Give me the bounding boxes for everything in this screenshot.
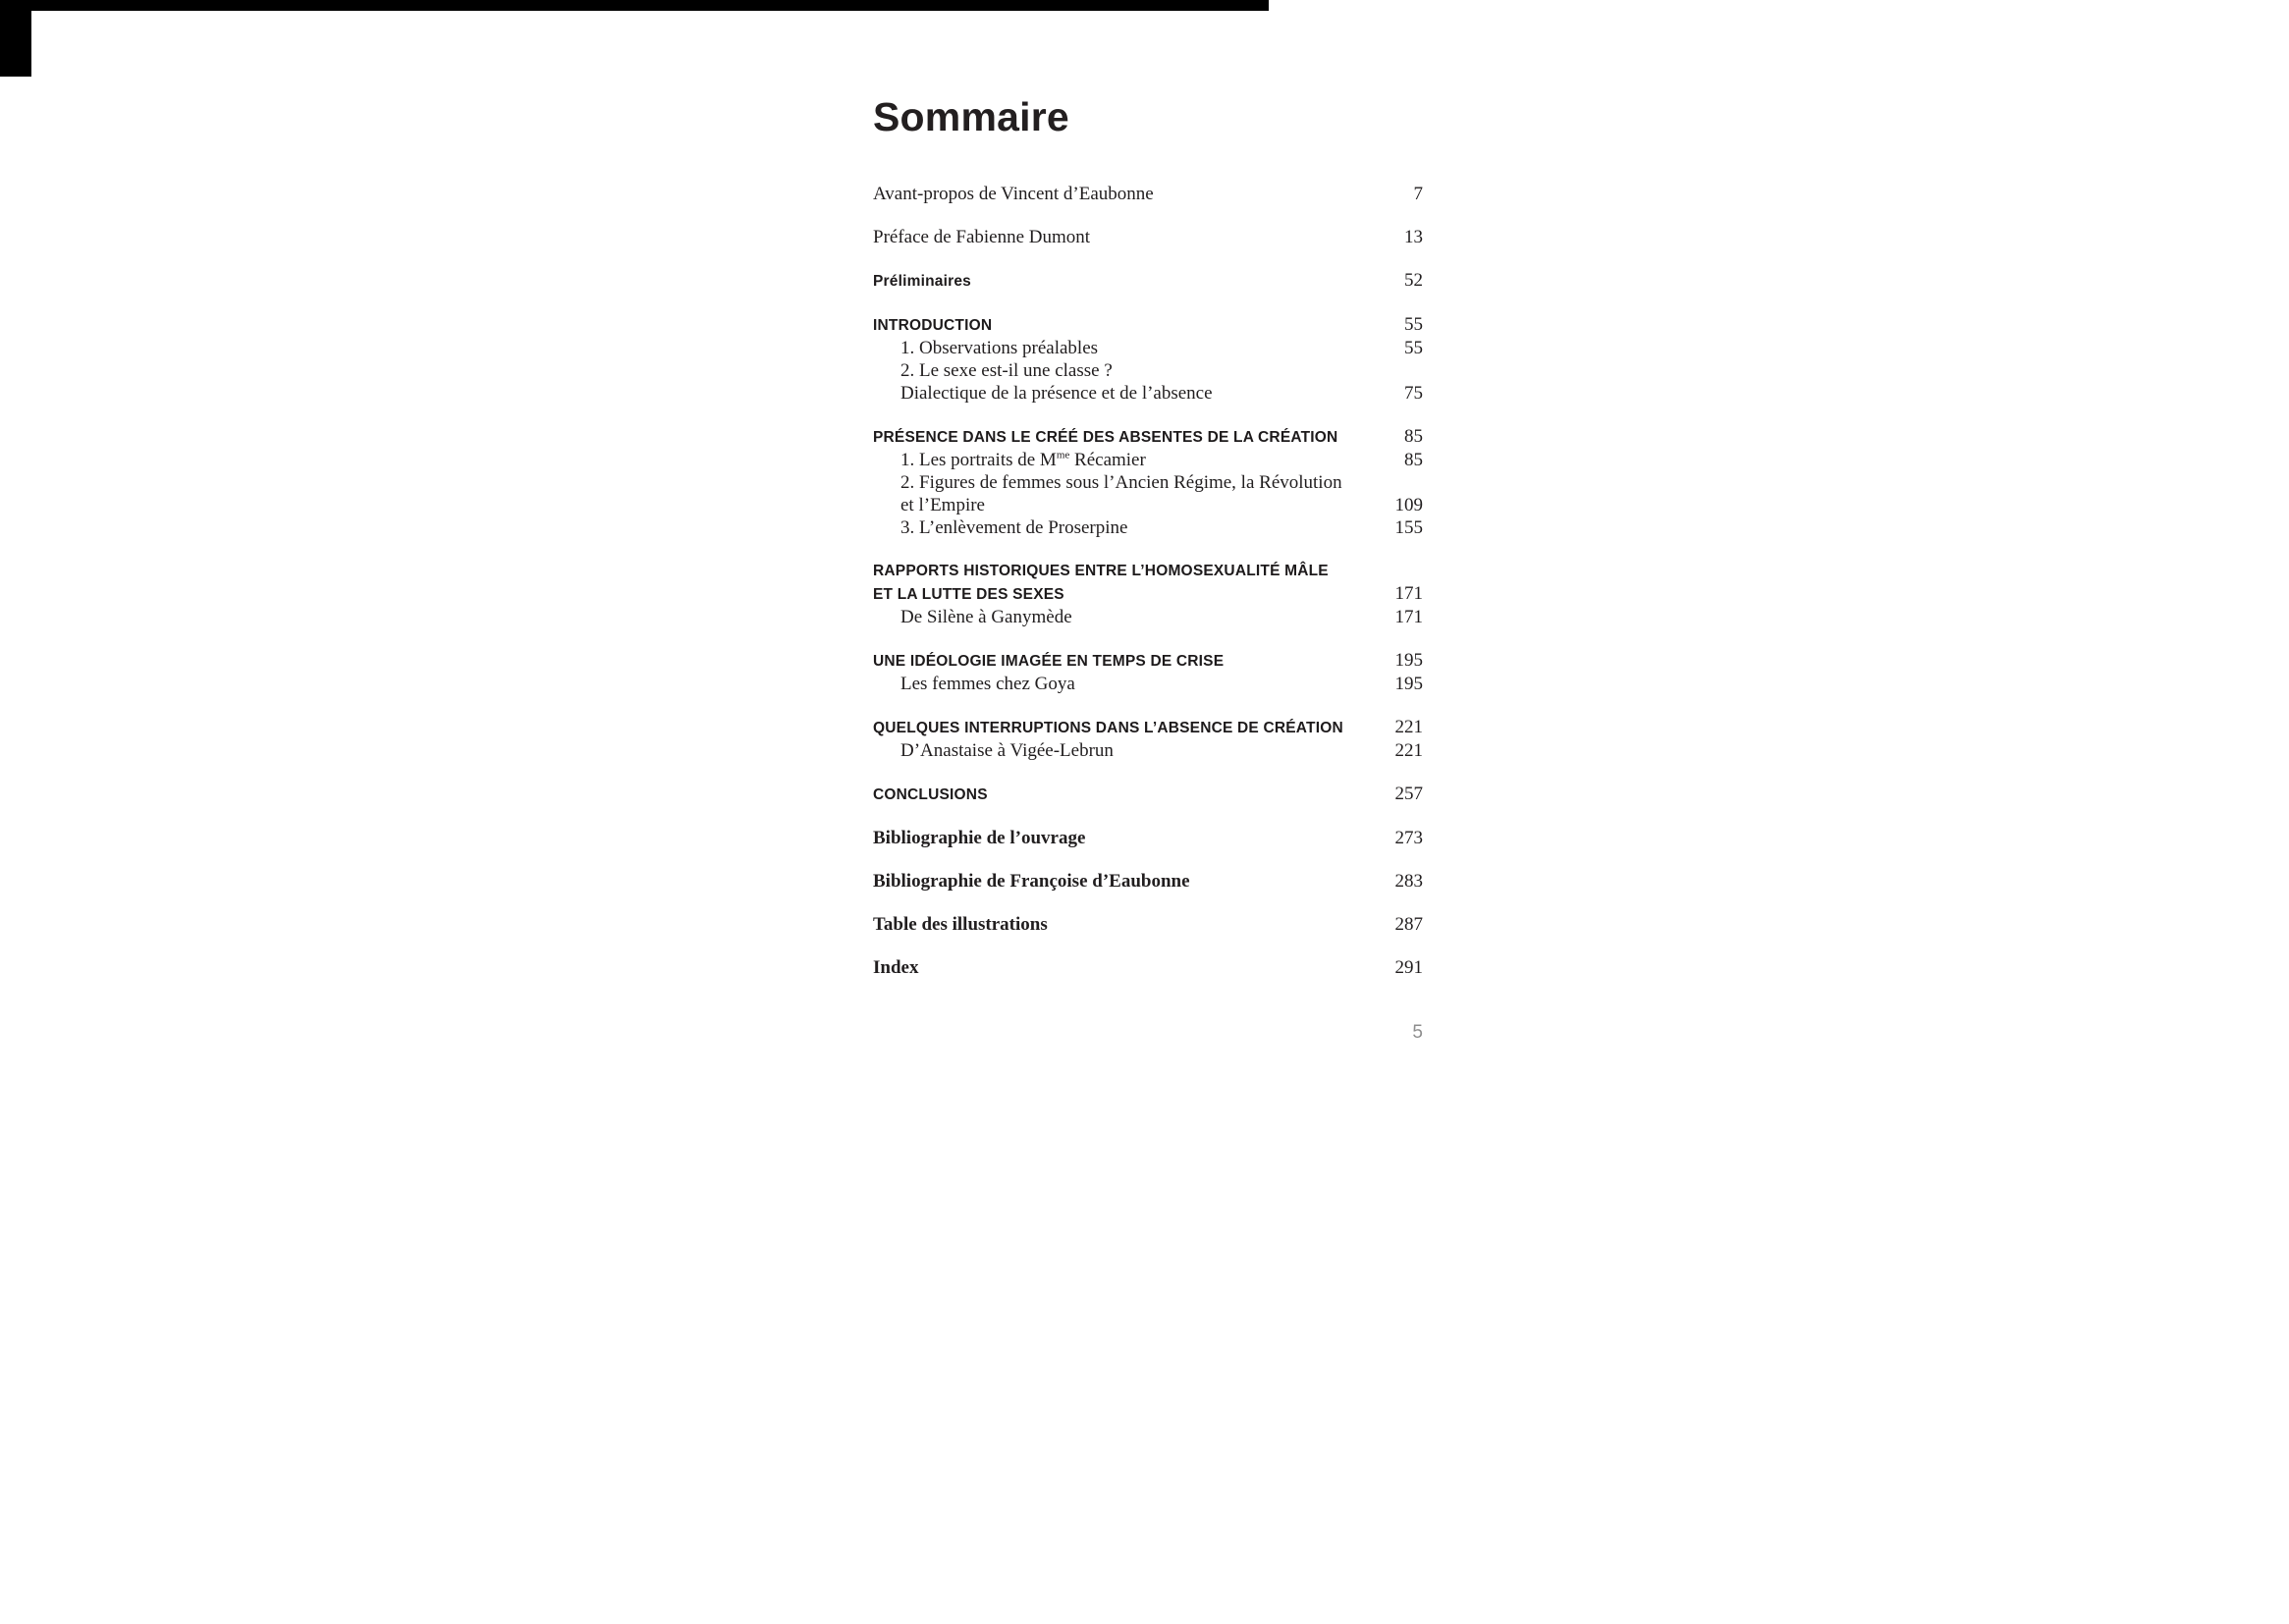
table-of-contents	[873, 94, 1423, 1044]
toc-entry-page: 13	[1404, 227, 1423, 247]
toc-entry-page: 287	[1394, 914, 1423, 935]
toc-entry-label: De Silène à Ganymède	[900, 607, 1072, 627]
toc-entry-label: et l’Empire	[900, 495, 985, 515]
toc-entry-label: Dialectique de la présence et de l’absence	[900, 383, 1213, 404]
toc-entry	[873, 739, 1423, 762]
toc-entry-page: 195	[1394, 674, 1423, 694]
toc-entry-label: INTRODUCTION	[873, 317, 993, 334]
toc-entry-page: 273	[1394, 828, 1423, 848]
toc-entry-page: 257	[1394, 784, 1423, 804]
toc-entry-label	[873, 449, 1146, 471]
toc-entry-page: 291	[1394, 957, 1423, 978]
toc-entry-page: 52	[1404, 270, 1423, 291]
toc-entry-label: Index	[873, 957, 919, 978]
toc-entry-label: Avant-propos de Vincent d’Eaubonne	[873, 184, 1154, 204]
toc-entry-page: 171	[1394, 607, 1423, 627]
toc-entry	[873, 516, 1423, 539]
toc-entry-label: QUELQUES INTERRUPTIONS DANS L’ABSENCE DE CRÉATION	[873, 720, 1343, 736]
toc-entry-label: 3. L’enlèvement de Proserpine	[900, 517, 1128, 538]
toc-entry	[873, 913, 1423, 936]
toc-entry	[873, 783, 1423, 806]
toc-entry-page: 55	[1404, 314, 1423, 335]
toc-entry	[873, 449, 1423, 471]
toc-entry	[873, 494, 1423, 516]
toc-entry-label: Préface de Fabienne Dumont	[873, 227, 1091, 247]
toc-entry	[873, 673, 1423, 695]
toc-entry-page: 221	[1394, 740, 1423, 761]
toc-entry-label: D’Anastaise à Vigée-Lebrun	[900, 740, 1114, 761]
toc-entry	[873, 337, 1423, 359]
toc-entry	[873, 827, 1423, 849]
toc-entry-label-part: 1. Les portraits de M	[900, 450, 1057, 470]
toc-entry	[873, 560, 1423, 582]
toc-entry	[873, 313, 1423, 337]
toc-entry-label: RAPPORTS HISTORIQUES ENTRE L’HOMOSEXUALITÉ MÂLE	[873, 563, 1329, 579]
toc-entry-page: 109	[1394, 495, 1423, 515]
toc-entry-label: Table des illustrations	[873, 914, 1048, 935]
toc-entry	[873, 359, 1423, 382]
toc-entry-label: CONCLUSIONS	[873, 786, 988, 803]
toc-entry	[873, 425, 1423, 449]
toc-entry-label: ET LA LUTTE DES SEXES	[873, 586, 1064, 603]
toc-entry-label: 2. Figures de femmes sous l’Ancien Régime, la Révolution	[900, 472, 1342, 493]
toc-entry	[873, 956, 1423, 979]
folio-page-number: 5	[1412, 1022, 1423, 1043]
toc-entry-label-part: Récamier	[1069, 450, 1146, 470]
toc-entry	[873, 269, 1423, 293]
scan-artifact-corner	[0, 0, 31, 77]
toc-entry-page: 221	[1394, 717, 1423, 737]
toc-entry-page: 85	[1404, 450, 1423, 470]
toc-entry	[873, 382, 1423, 405]
toc-entry-page: 171	[1394, 583, 1423, 604]
superscript-abbreviation: me	[1056, 449, 1070, 461]
toc-entry-label: Bibliographie de l’ouvrage	[873, 828, 1086, 848]
toc-entry	[873, 183, 1423, 205]
toc-entry-label: Bibliographie de Françoise d’Eaubonne	[873, 871, 1190, 892]
toc-entry	[873, 471, 1423, 494]
toc-entry-label: 1. Observations préalables	[900, 338, 1099, 358]
toc-entry	[873, 606, 1423, 628]
toc-entry-page: 155	[1394, 517, 1423, 538]
toc-entry-label: PRÉSENCE DANS LE CRÉÉ DES ABSENTES DE LA CRÉATION	[873, 429, 1338, 446]
toc-entry	[873, 870, 1423, 893]
toc-entry-page: 85	[1404, 426, 1423, 447]
toc-entry-page: 55	[1404, 338, 1423, 358]
toc-entry-page: 195	[1394, 650, 1423, 671]
toc-entry-label: Préliminaires	[873, 273, 971, 290]
toc-entry	[873, 582, 1423, 606]
toc-entry-page: 283	[1394, 871, 1423, 892]
toc-entry-label: UNE IDÉOLOGIE IMAGÉE EN TEMPS DE CRISE	[873, 653, 1225, 670]
toc-entry-page: 7	[1413, 184, 1423, 204]
toc-entry-page: 75	[1404, 383, 1423, 404]
toc-entry	[873, 716, 1423, 739]
page-title: Sommaire	[873, 94, 1069, 139]
toc-entry	[873, 649, 1423, 673]
toc-entry-label: Les femmes chez Goya	[900, 674, 1075, 694]
scan-artifact-top-edge	[0, 0, 1269, 11]
toc-entry	[873, 226, 1423, 248]
toc-entry-label: 2. Le sexe est-il une classe ?	[900, 360, 1113, 381]
